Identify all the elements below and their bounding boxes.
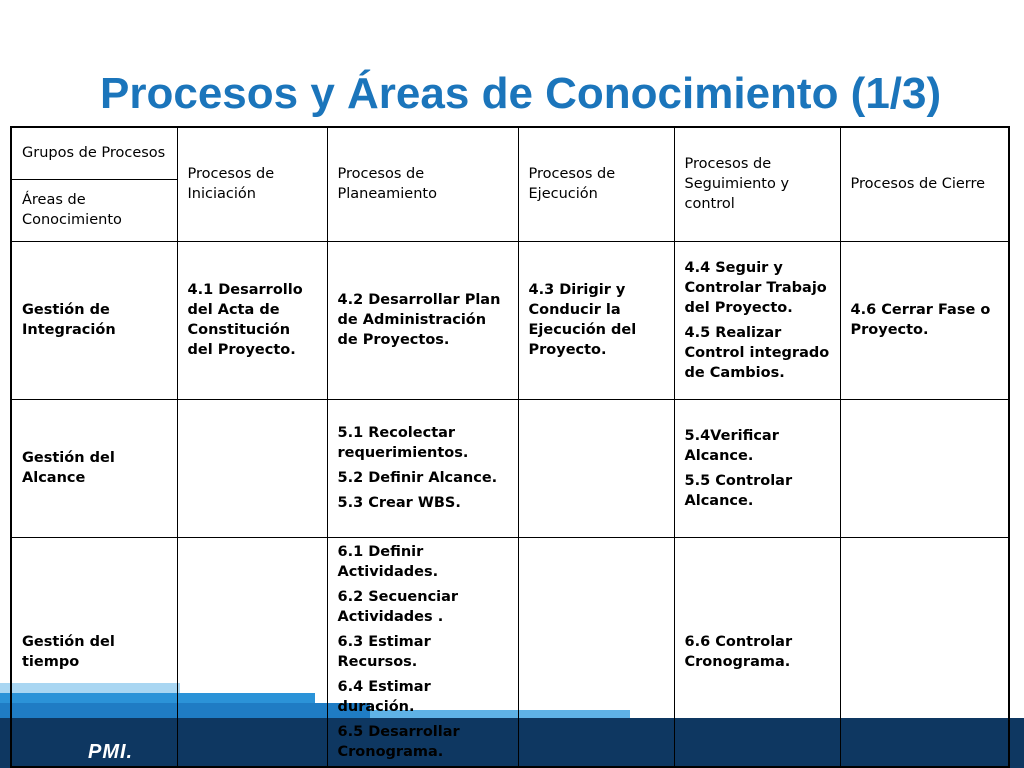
table-cell	[327, 537, 518, 767]
table-cell	[177, 399, 327, 537]
page-title: Procesos y Áreas de Conocimiento (1/3)	[100, 69, 942, 118]
knowledge-area-label: Gestión del Alcance	[11, 399, 177, 537]
table-cell	[840, 241, 1009, 399]
column-header: Procesos de Cierre	[840, 127, 1009, 241]
table-cell	[518, 399, 674, 537]
process-item: 4.2 Desarrollar Plan de Administración de Proyectos.	[337, 292, 501, 348]
process-item: 5.4Verificar Alcance.	[684, 427, 779, 464]
column-header: Procesos de Ejecución	[518, 127, 674, 241]
process-item: 4.1 Desarrollo del Acta de Constitución del Proyecto.	[187, 282, 303, 358]
process-item: 4.4 Seguir y Controlar Trabajo del Proyecto.	[684, 259, 827, 316]
process-item: 6.2 Secuenciar Actividades .	[337, 588, 459, 625]
process-item: 6.5 Desarrollar Cronograma.	[337, 723, 460, 760]
process-item: 5.2 Definir Alcance.	[337, 470, 498, 486]
process-item: 6.1 Definir Actividades.	[337, 543, 439, 580]
process-item: 5.3 Crear WBS.	[337, 495, 461, 511]
knowledge-area-label: Gestión de Integración	[11, 241, 177, 399]
pmi-logo: PMI.	[88, 741, 134, 763]
table-cell	[840, 537, 1009, 767]
table-cell	[840, 399, 1009, 537]
corner-groups-label: Grupos de Procesos	[11, 127, 177, 179]
table-cell	[327, 241, 518, 399]
table-row	[11, 537, 1009, 767]
process-item: 4.5 Realizar Control integrado de Cambios.	[684, 324, 830, 381]
corner-areas-label: Áreas de Conocimiento	[11, 179, 177, 241]
table-row	[11, 241, 1009, 399]
knowledge-area-label: Gestión del tiempo	[11, 537, 177, 767]
table-cell	[674, 399, 840, 537]
process-item: 4.3 Dirigir y Conducir la Ejecución del Proyecto.	[528, 282, 637, 358]
process-item: 6.4 Estimar duración.	[337, 678, 431, 715]
process-knowledge-table	[10, 126, 1010, 768]
table-cell	[327, 399, 518, 537]
table-cell	[177, 537, 327, 767]
process-item: 6.3 Estimar Recursos.	[337, 633, 431, 670]
table-cell	[518, 241, 674, 399]
process-item: 4.6 Cerrar Fase o Proyecto.	[850, 302, 991, 338]
table-cell	[518, 537, 674, 767]
table-cell	[177, 241, 327, 399]
column-header: Procesos de Iniciación	[177, 127, 327, 241]
process-item: 5.1 Recolectar requerimientos.	[337, 425, 469, 461]
column-header: Procesos de Planeamiento	[327, 127, 518, 241]
process-item: 6.6 Controlar Cronograma.	[684, 633, 793, 670]
column-header: Procesos de Seguimiento y control	[674, 127, 840, 241]
table-cell	[674, 537, 840, 767]
process-item: 5.5 Controlar Alcance.	[684, 472, 793, 509]
table-row	[11, 399, 1009, 537]
table-cell	[674, 241, 840, 399]
